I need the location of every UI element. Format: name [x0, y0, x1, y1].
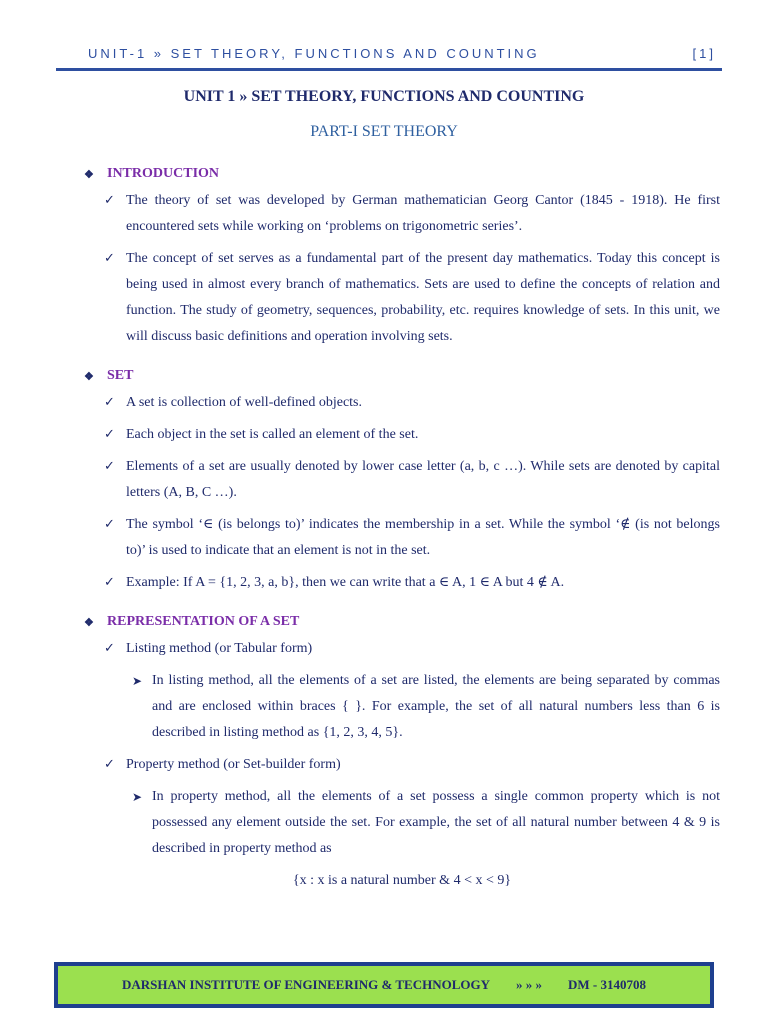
checkmark-icon: ✓ [104, 641, 115, 656]
list-item: ✓ The concept of set serves as a fundamental part of the present day mathematics. Today this concept is being used in almost every branch of mathematics. Sets are used to define the concepts of relation and function. The study of geometry, sequences, probability, etc. requires knowledge of sets. In this unit, we will discuss basic definitions and operation involving sets. [84, 246, 720, 350]
footer-institute: DARSHAN INSTITUTE OF ENGINEERING & TECHNOLOGY [121, 977, 491, 992]
checkmark-icon: ✓ [104, 517, 115, 532]
sub-list-item: ➤ In property method, all the elements of a set possess a single common property which is not possessed any element outside the set. For example, the set of all natural number between 4 & 9 is described in property method as [84, 784, 720, 862]
list-item: ✓ Property method (or Set-builder form) [84, 752, 720, 778]
checkmark-icon: ✓ [104, 757, 115, 772]
checkmark-icon: ✓ [104, 193, 115, 208]
checkmark-icon: ✓ [104, 427, 115, 442]
arrow-bullet-icon: ➤ [132, 674, 143, 688]
footer-separator: » » » [516, 977, 543, 992]
document-title: UNIT 1 » SET THEORY, FUNCTIONS AND COUNTING [183, 88, 585, 105]
checkmark-icon: ✓ [104, 575, 115, 590]
list-item: ✓ The theory of set was developed by German mathematician Georg Cantor (1845 - 1918). He first encountered sets while working on ‘problems on trigonometric series’. [84, 188, 720, 240]
diamond-bullet-icon: ❖ [84, 168, 94, 181]
section-heading-set: ❖ SET [84, 368, 134, 383]
sub-list-item: ➤ In listing method, all the elements of a set are listed, the elements are being separated by commas and are enclosed within braces { }. For example, the set of all natural numbers less than 6 is described in listing method as {1, 2, 3, 4, 5}. [84, 668, 720, 746]
document-subtitle: PART-I SET THEORY [310, 123, 458, 140]
arrow-bullet-icon: ➤ [132, 790, 143, 804]
diamond-bullet-icon: ❖ [84, 370, 94, 383]
checkmark-icon: ✓ [104, 395, 115, 410]
list-item: ✓ A set is collection of well-defined objects. [84, 390, 720, 416]
list-item: ✓ Listing method (or Tabular form) [84, 636, 720, 662]
list-item: ✓ Each object in the set is called an element of the set. [84, 422, 720, 448]
list-item: ✓ The symbol ‘∈ (is belongs to)’ indicates the membership in a set. While the symbol ‘∉ (is not belongs to)’ is used to indicate that an element is not in the set. [84, 512, 720, 564]
diamond-bullet-icon: ❖ [84, 616, 94, 629]
running-title: UNIT-1 » SET THEORY, FUNCTIONS AND COUNTING [88, 45, 540, 61]
section-heading-introduction: ❖ INTRODUCTION [84, 166, 220, 181]
main-content [84, 164, 720, 894]
list-item: ✓ Elements of a set are usually denoted by lower case letter (a, b, c …). While sets are denoted by capital letters (A, B, C …). [84, 454, 720, 506]
page-footer [54, 962, 714, 1008]
set-builder-example: {x : x is a natural number & 4 < x < 9} [292, 873, 512, 888]
checkmark-icon: ✓ [104, 459, 115, 474]
list-item: ✓ Example: If A = {1, 2, 3, a, b}, then we can write that a ∈ A, 1 ∈ A but 4 ∉ A. [84, 570, 720, 596]
checkmark-icon: ✓ [104, 251, 115, 266]
footer-code: DM - 3140708 [568, 977, 647, 992]
running-header [88, 42, 716, 64]
section-heading-representation: ❖ REPRESENTATION OF A SET [84, 614, 300, 629]
page-number: [1] [692, 45, 716, 61]
header-rule [56, 68, 722, 71]
